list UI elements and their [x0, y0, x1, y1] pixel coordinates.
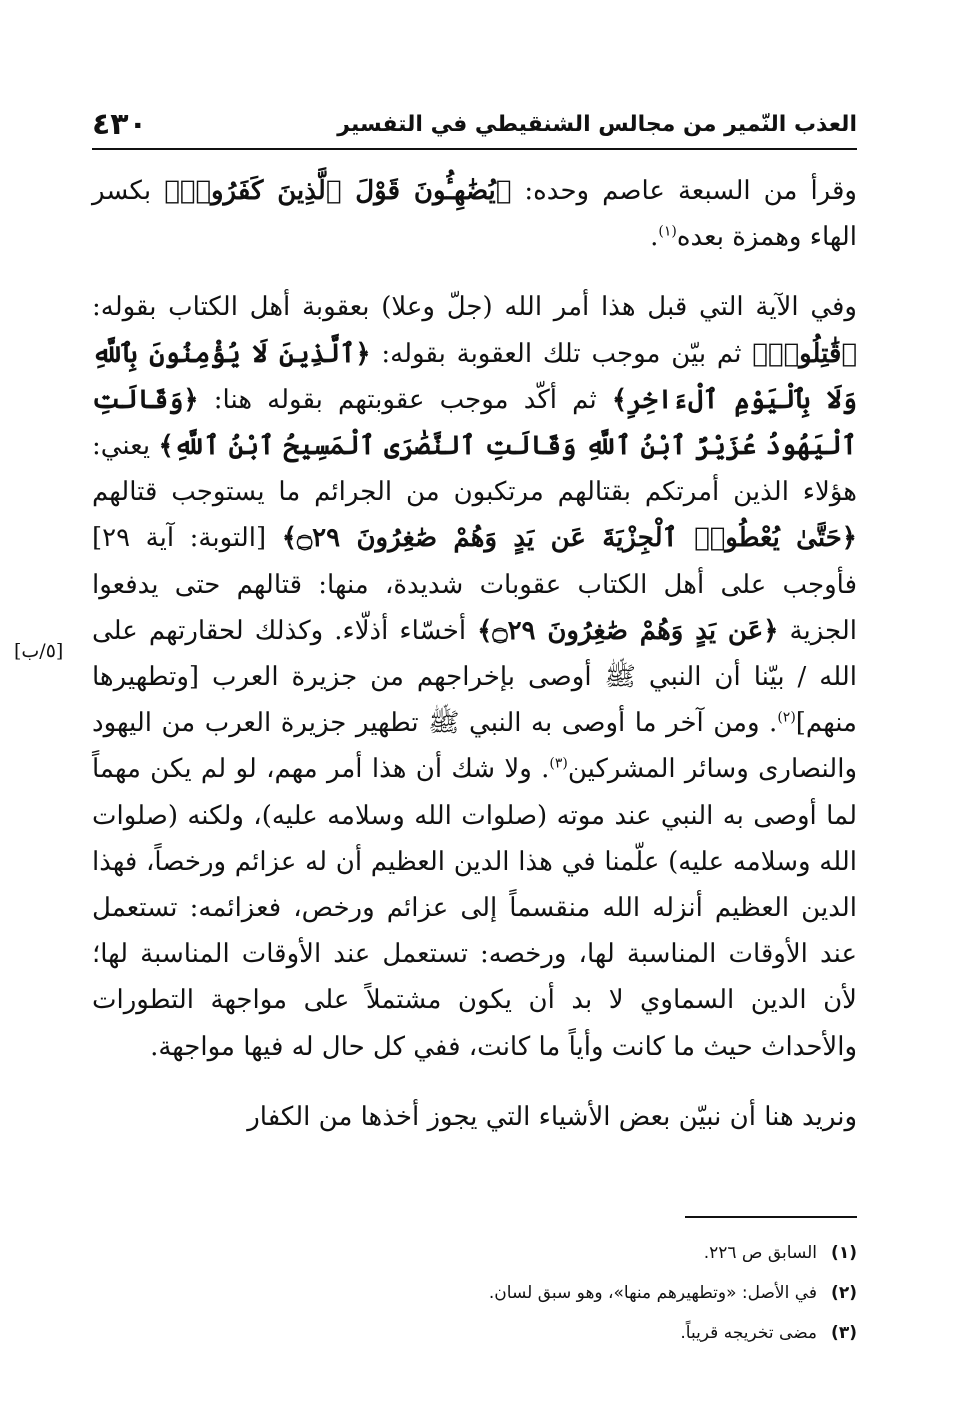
paragraph-2: [92, 284, 857, 1069]
text-run: وقرأ من السبعة عاصم وحده:: [511, 176, 857, 206]
page-header: [92, 104, 857, 144]
text-run: [التوبة: آية ٢٩] فأوجب على أهل الكتاب عقوبات شديدة، منها: قتالهم حتى يدفعوا الجزية: [92, 523, 857, 646]
text-run: ثم بيّن موجب تلك العقوبة بقوله:: [370, 338, 753, 369]
paragraph-3: ونريد هنا أن نبيّن بعض الأشياء التي يجوز أخذها من الكفار: [247, 1101, 857, 1132]
footnotes: [200, 1233, 857, 1353]
footnote-text: في الأصل: «وتطهيرهم منها»، وهو سبق لسان.: [488, 1283, 818, 1303]
margin-folio-note: [٥/ب]: [14, 640, 64, 662]
quran-quote: ﴿وَقَالَتِ ٱلْيَهُودُ عُزَيْرٌ ٱبْنُ ٱللَّهِ وَقَالَتِ ٱلنَّصَٰرَى ٱلْمَسِيحُ ٱبْنُ ٱللَّهِ﴾: [92, 384, 857, 462]
main-text: [92, 168, 857, 1140]
footnote-ref-3: (٣): [549, 755, 568, 772]
text-run: وفي الآية التي قبل هذا أمر الله (جلّ وعلا) بعقوبة أهل الكتاب بقوله:: [92, 292, 857, 323]
footnote-3: [200, 1313, 857, 1353]
footnote-text: السابق ص ٢٢٦.: [703, 1243, 818, 1263]
text-run: .: [650, 222, 659, 253]
text-run: أخسّاء أذلّاء. وكذلك لحقارتهم على الله / بيّنا أن النبي ﷺ أوصى بإخراجهم من جزيرة العرب [وتطهيرها منهم]: [92, 615, 857, 739]
header-rule: [92, 148, 857, 150]
quran-quote: ﴿حَتَّىٰ يُعْطُوا۟ ٱلْجِزْيَةَ عَن يَدٍ وَهُمْ صَٰغِرُونَ ۝٢٩﴾: [281, 523, 857, 554]
footnote-number: (٣): [831, 1323, 857, 1343]
text-run: يعني: هؤلاء الذين أمرتكم بقتالهم مرتكبون من الجرائم ما يستوجب قتالهم: [92, 431, 857, 508]
footnote-ref-2: (٢): [777, 709, 796, 726]
quran-quote: ﴿ٱلَّذِينَ لَا يُؤْمِنُونَ بِٱللَّهِ وَلَا بِٱلْيَوْمِ ٱلْءَاخِرِ﴾: [92, 338, 857, 415]
text-run: . ولا شك أن هذا أمر مهم، لو لم يكن مهماً لما أوصى به النبي عند موته (صلوات الله وسلامه عليه)، ولكنه (صلوات الله وسلامه عليه) علّمنا في هذا الدين العظيم أن له عزائم ورخصاً، فهذا الدين العظيم أنزله الله منقسماً إلى عزائم ورخص، فعزائمه: تستعمل عند الأوقات المناسبة لها، ورخصه: تستعمل عند الأوقات المناسبة لها؛ لأن الدين السماوي لا بد أن يكون مشتملاً على مواجهة التطورات والأحداث حيث ما كانت وأياً ما كانت، ففي كل حال له فيها مواجهة.: [92, 754, 857, 1062]
footnote-rule: [685, 1216, 857, 1218]
footnote-text: مضى تخريجه قريباً.: [680, 1323, 818, 1343]
running-title: العذب النّمير من مجالس الشنقيطي في التفسير: [337, 111, 857, 137]
text-run: . ومن آخر ما أوصى به النبي ﷺ تطهير جزيرة العرب من اليهود والنصارى وسائر المشركين: [92, 708, 857, 785]
footnote-number: (١): [831, 1243, 857, 1263]
footnote-number: (٢): [831, 1283, 857, 1303]
quran-quote: ﴿يُضَٰهِـُٔونَ قَوْلَ ٱلَّذِينَ كَفَرُوا۟﴾: [164, 176, 512, 206]
footnote-2: [200, 1273, 857, 1313]
quran-quote: ﴿عَن يَدٍ وَهُمْ صَٰغِرُونَ ۝٢٩﴾: [477, 615, 779, 646]
paragraph-1: [92, 168, 857, 260]
footnote-1: [200, 1233, 857, 1273]
quran-quote: ﴿قَٰتِلُوا۟﴾: [752, 338, 858, 369]
footnote-ref-1: (١): [658, 223, 677, 240]
text-run: بكسر الهاء وهمزة بعده: [92, 176, 857, 253]
text-run: ثم أكّد موجب عقوبتهم بقوله هنا:: [198, 384, 612, 415]
page-number: ٤٣٠: [92, 106, 147, 142]
